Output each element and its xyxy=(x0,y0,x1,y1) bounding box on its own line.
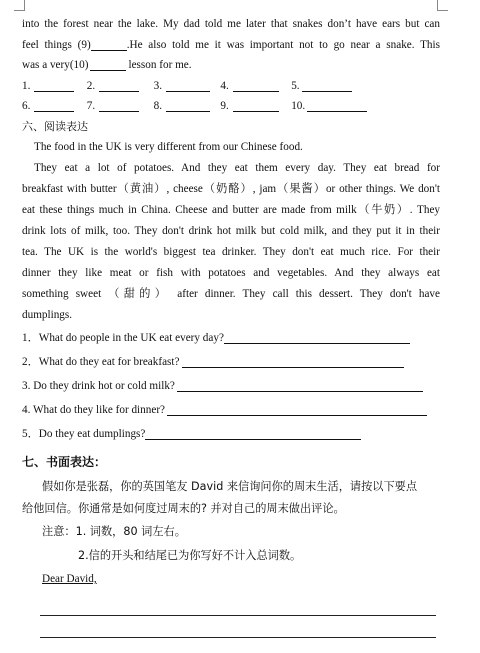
answer-blank[interactable] xyxy=(233,99,279,112)
passage-line: dinner they like meat or fish with potatoes and vegetables. And they always eat xyxy=(22,267,440,279)
writing-note: 2.信的开头和结尾已为你写好不计入总词数。 xyxy=(78,549,302,562)
passage-text: feel things (9) xyxy=(22,38,91,51)
question-text: 5．Do they eat dumplings? xyxy=(22,428,146,440)
writing-line[interactable] xyxy=(40,637,436,638)
answer-blank-9[interactable] xyxy=(91,38,127,51)
answer-line[interactable] xyxy=(177,379,423,392)
question-row xyxy=(22,374,440,398)
answer-number: 4. xyxy=(220,79,229,92)
question-row xyxy=(22,350,440,374)
letter-greeting: Dear David, xyxy=(42,573,97,585)
passage-line: into the forest near the lake. My dad told me later that snakes don’t have ears but can xyxy=(22,18,440,30)
answer-number: 1. xyxy=(22,79,31,92)
passage-line: dumplings. xyxy=(22,309,73,321)
question-row xyxy=(22,398,440,422)
page-content xyxy=(22,14,440,590)
answer-number: 2. xyxy=(86,79,96,92)
note-item: 1. 词数，80 词左右。 xyxy=(75,525,186,538)
passage-text: .He also told me it was important not to go near a snake. This xyxy=(126,38,440,51)
writing-prompt: 给他回信。你通常是如何度过周末的? 并对自己的周末做出评论。 xyxy=(22,502,345,515)
passage-line xyxy=(22,55,440,76)
question-text: 1．What do people in the UK eat every day? xyxy=(22,332,224,344)
question-row xyxy=(22,422,440,446)
writing-note xyxy=(22,520,440,544)
passage-line: The food in the UK is very different from our Chinese food. xyxy=(34,141,303,153)
question-row xyxy=(22,326,440,350)
answer-blank[interactable] xyxy=(99,79,139,92)
passage-text: was a very(10) xyxy=(22,59,89,71)
answer-number: 7. xyxy=(86,100,96,112)
question-text: 3. Do they drink hot or cold milk? xyxy=(22,380,175,392)
answer-number: 8. xyxy=(153,100,162,112)
passage-text: lesson for me. xyxy=(128,59,192,71)
passage-line: They eat a lot of potatoes. And they eat them every day. They eat bread for xyxy=(34,162,440,174)
answer-line[interactable] xyxy=(182,355,404,368)
answer-blank[interactable] xyxy=(166,99,210,112)
passage-line: drink lots of milk, too. They don't drink hot milk but cold milk, and they put it in their xyxy=(22,225,440,237)
note-label: 注意： xyxy=(42,525,76,538)
section-heading: 七、书面表达： xyxy=(22,455,107,469)
writing-prompt: 假如你是张磊，你的英国笔友 David 来信询问你的周末生活，请按以下要点 xyxy=(42,480,418,493)
passage-line: something sweet （甜的） after dinner. They call this dessert. They don't have xyxy=(22,288,440,300)
answer-number: 10. xyxy=(291,100,306,112)
answer-number: 6. xyxy=(22,100,31,112)
answer-blank[interactable] xyxy=(233,79,279,92)
answer-row xyxy=(22,96,440,117)
answer-number: 9. xyxy=(220,100,229,112)
answer-number: 3. xyxy=(153,79,162,92)
section-heading: 六、阅读表达 xyxy=(22,119,88,133)
writing-line[interactable] xyxy=(40,615,436,616)
answer-line[interactable] xyxy=(145,427,361,440)
passage-line: eat these things much in China. Cheese and butter are made from milk（牛奶）. They xyxy=(22,204,440,216)
answer-blank[interactable] xyxy=(302,79,352,92)
answer-line[interactable] xyxy=(167,403,427,416)
question-text: 2．What do they eat for breakfast? xyxy=(22,356,180,368)
answer-blank[interactable] xyxy=(307,99,367,112)
answer-line[interactable] xyxy=(224,331,410,344)
answer-row xyxy=(22,76,440,97)
passage-line: tea. The UK is the world's biggest tea drinker. They don't eat much rice. For their xyxy=(22,246,440,258)
answer-blank[interactable] xyxy=(99,99,139,112)
answer-blank-10[interactable] xyxy=(90,58,126,71)
passage-line xyxy=(22,35,440,56)
question-text: 4. What do they like for dinner? xyxy=(22,404,166,416)
answer-number: 5. xyxy=(291,79,300,92)
answer-blank[interactable] xyxy=(34,79,74,92)
passage-line: breakfast with butter（黄油）, cheese（奶酪）, jam（果酱）or other things. We don't xyxy=(22,183,440,195)
crop-mark-top-right xyxy=(437,0,448,11)
answer-blank[interactable] xyxy=(34,99,74,112)
crop-mark-top-left xyxy=(14,0,25,11)
answer-blank[interactable] xyxy=(166,79,210,92)
reading-passage xyxy=(22,137,440,326)
